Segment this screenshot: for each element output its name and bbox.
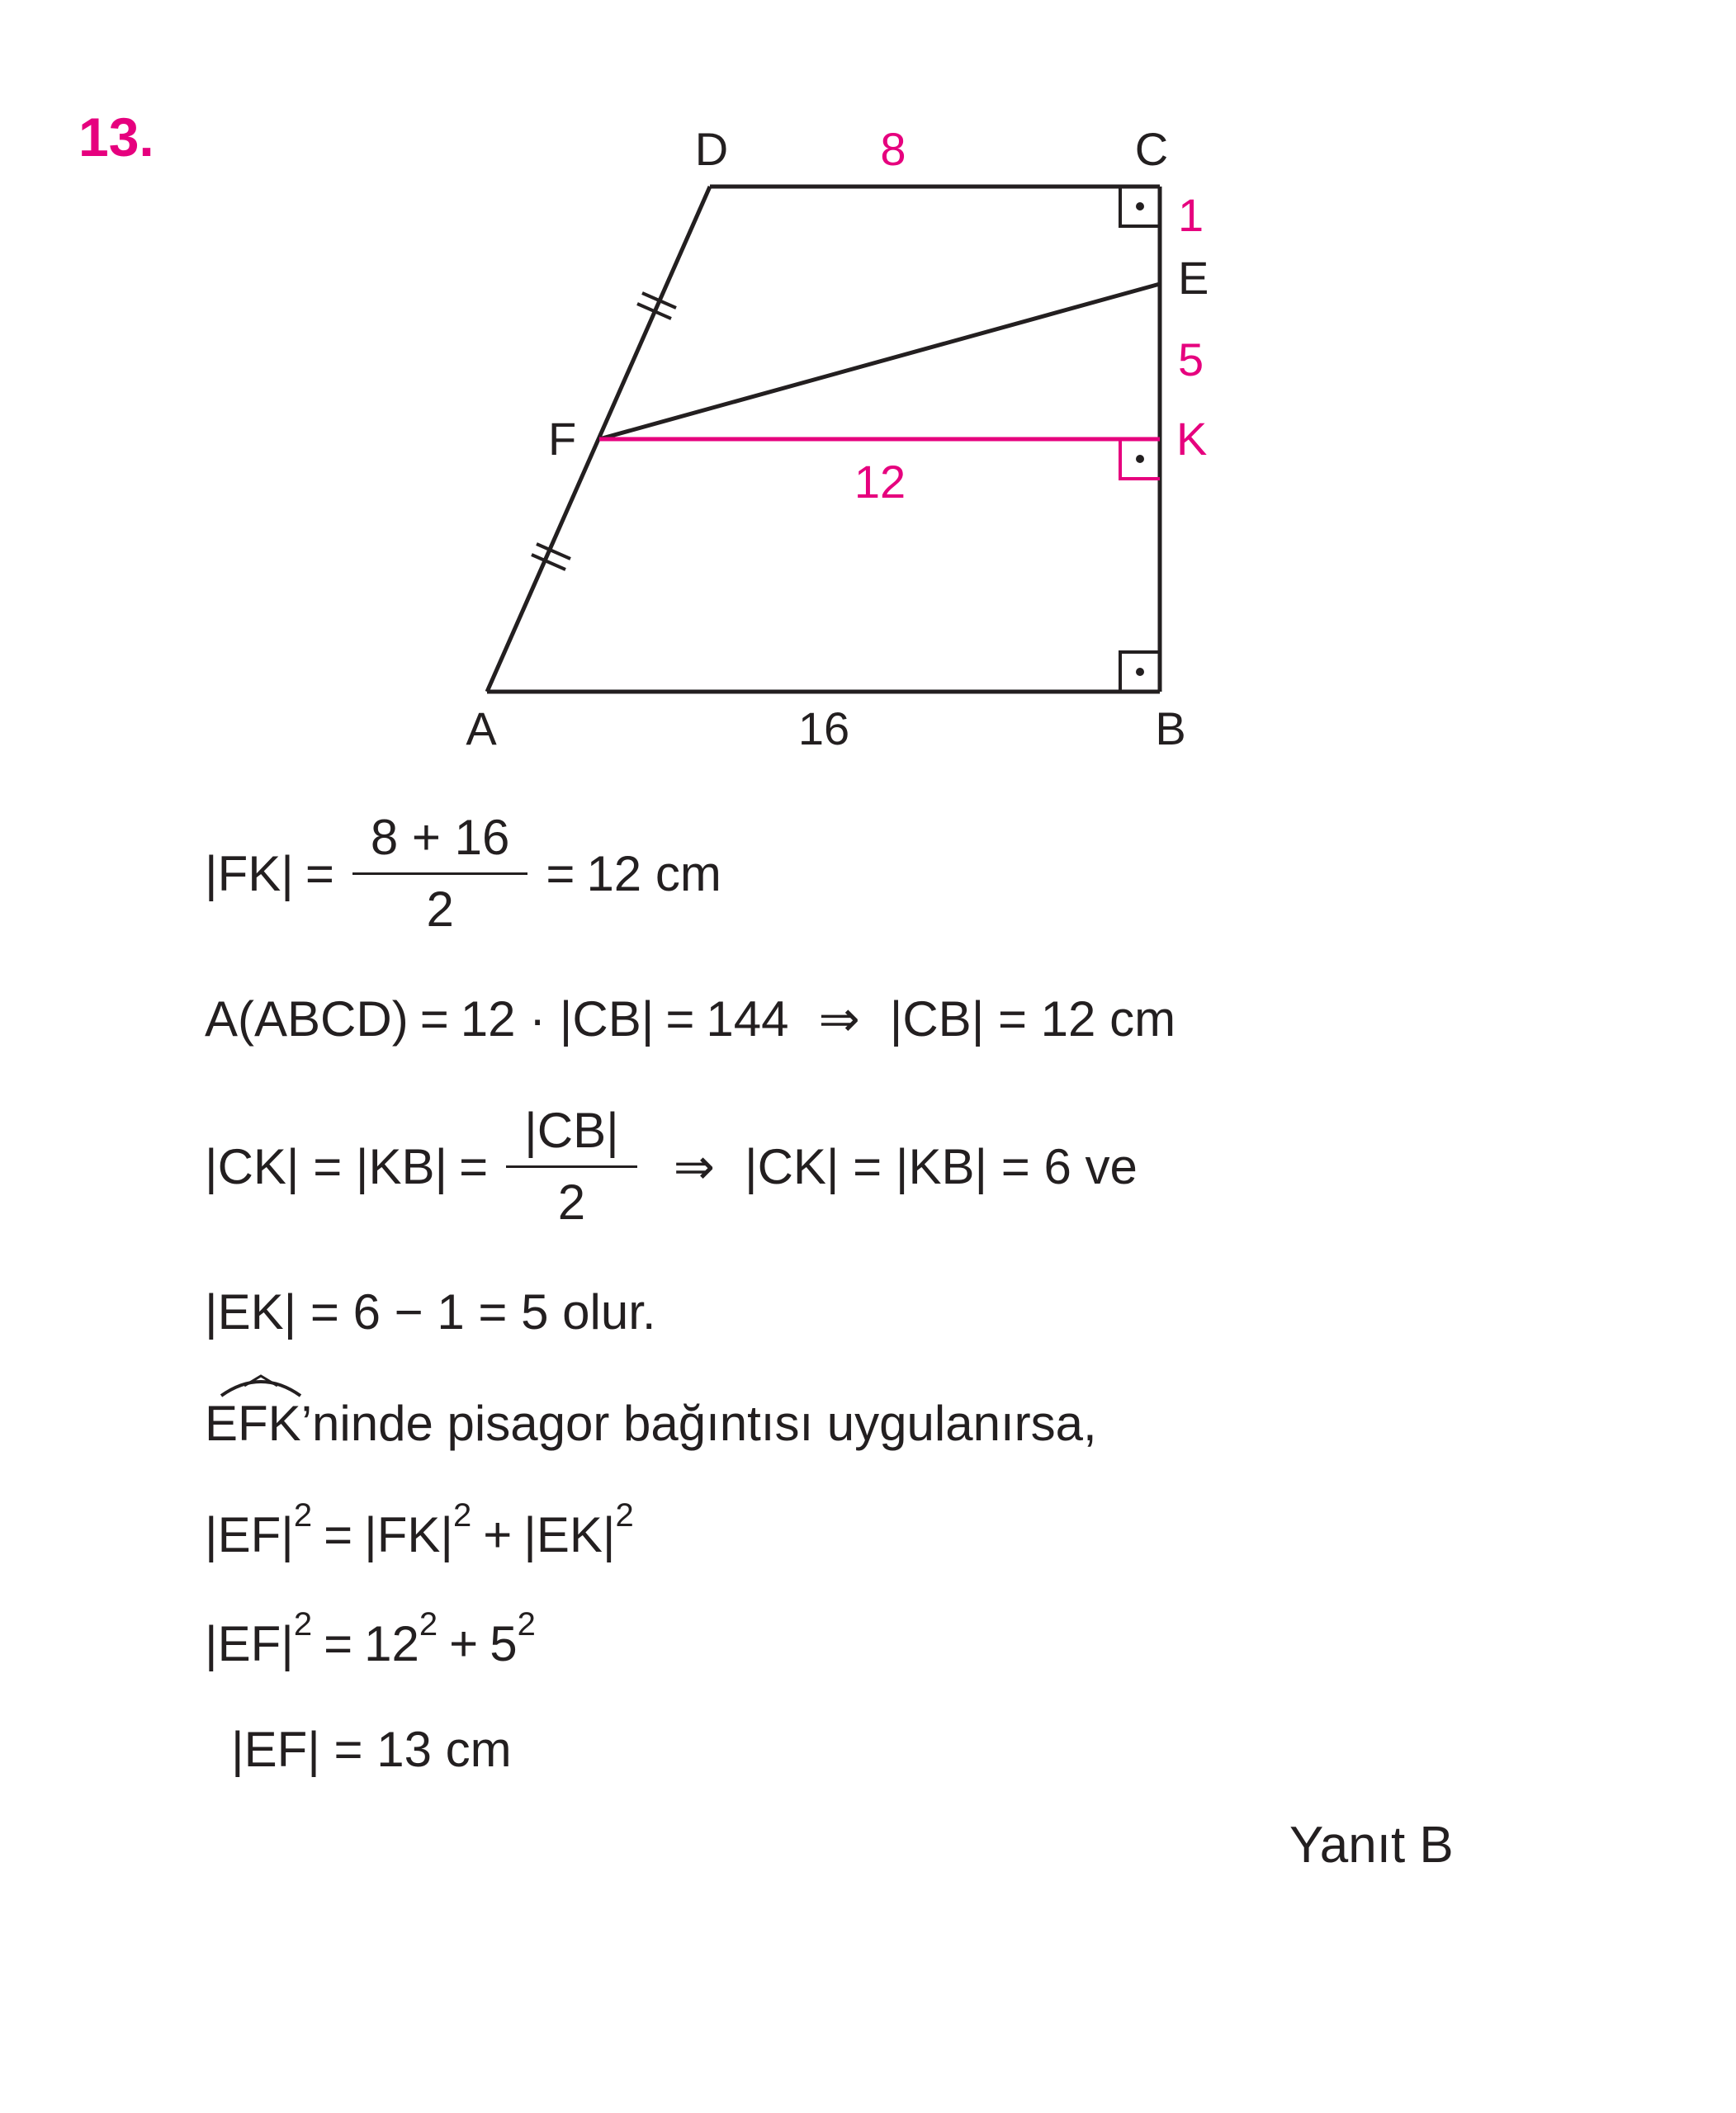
eq1-fk: |FK|	[364, 1507, 453, 1562]
equation-ck: |CK| = |KB| = $\frac{|CB|}{2}$ ⇒ |CK| = |KB| = 6 ve	[205, 1103, 1138, 1230]
length-ek: 5	[1178, 333, 1204, 385]
length-ce: 1	[1178, 189, 1204, 241]
ef-result: |EF| = 13 cm	[231, 1722, 512, 1777]
equation-pythagoras: |EF| $^2$ = |FK| $^2$ + |EK| $^2$	[205, 1497, 634, 1562]
label-b: B	[1155, 702, 1186, 754]
label-c: C	[1134, 123, 1169, 175]
ck-lhs: |CK| = |KB|	[205, 1138, 448, 1194]
triangle-label: EFK	[205, 1396, 301, 1451]
fk-result: 12 cm	[586, 845, 721, 901]
label-f: F	[548, 413, 577, 465]
equation-result	[231, 1722, 512, 1777]
ck-numerator: |CB|	[524, 1103, 619, 1158]
equation-ek	[205, 1284, 656, 1340]
triangle-name	[205, 1396, 301, 1451]
fk-lhs: |FK|	[205, 845, 294, 901]
triangle-hat-icon	[220, 1369, 302, 1399]
eq2-five: 5	[490, 1616, 518, 1671]
right-angle-mark-b	[1120, 652, 1160, 692]
ck-result: |CK| = |KB| = 6 ve	[744, 1138, 1138, 1194]
equation-substituted: |EF| $^2$ = 12 $^2$ + 5 $^2$	[205, 1606, 536, 1671]
area-lhs: A(ABCD)	[205, 991, 409, 1047]
ck-denominator: 2	[557, 1175, 586, 1230]
right-angle-mark-c	[1120, 187, 1160, 226]
eq2-ef: |EF|	[205, 1616, 294, 1671]
pythagoras-intro	[205, 1396, 1097, 1451]
length-dc: 8	[880, 123, 906, 175]
area-value: 144	[706, 991, 789, 1047]
fk-fraction	[352, 810, 528, 937]
pythagoras-text: ’ninde pisagor bağıntısı uygulanırsa,	[300, 1396, 1097, 1451]
segment-fe	[599, 284, 1160, 439]
ck-fraction	[506, 1103, 637, 1230]
equation-fk: |FK| = $\frac{8 + 16}{2}$ = 12 cm	[205, 810, 721, 937]
label-k: K	[1176, 413, 1208, 465]
fk-denominator: 2	[426, 882, 454, 937]
trapezoid-figure	[0, 0, 1736, 792]
question-number: 13.	[78, 106, 154, 168]
area-mid: 12 · |CB|	[460, 991, 655, 1047]
answer-label: Yanıt B	[1289, 1817, 1454, 1874]
length-fk: 12	[854, 456, 906, 508]
right-angle-mark-k	[1120, 439, 1160, 479]
eq1-ek: |EK|	[523, 1507, 616, 1562]
area-result: |CB| = 12 cm	[889, 991, 1176, 1047]
fk-numerator: 8 + 16	[370, 810, 510, 865]
ek-line: |EK| = 6 − 1 = 5 olur.	[205, 1284, 656, 1340]
eq1-ef: |EF|	[205, 1507, 294, 1562]
equation-area: A(ABCD) = 12 · |CB| = 144 ⇒ |CB| = 12 cm	[205, 991, 1176, 1047]
eq2-twelve: 12	[364, 1616, 419, 1671]
length-ab: 16	[797, 702, 850, 754]
label-e: E	[1178, 252, 1209, 304]
label-a: A	[466, 702, 497, 754]
label-d: D	[694, 123, 729, 175]
